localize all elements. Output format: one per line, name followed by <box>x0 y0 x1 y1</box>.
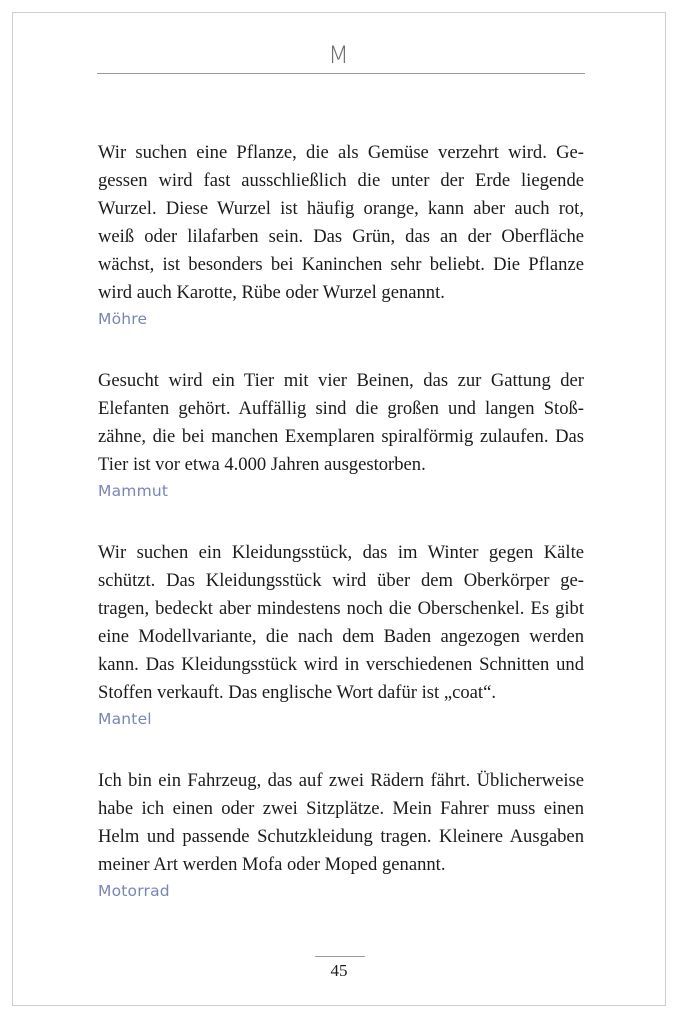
riddle-answer: Motorrad <box>98 882 170 900</box>
riddle-item <box>98 139 584 330</box>
book-page <box>12 12 666 1006</box>
riddle-text: Ich bin ein Fahrzeug, das auf zwei Rädern fährt. Üblicherweise habe ich einen oder zwei Sitzplätze. Mein Fahrer muss einen Helm und passende Schutzkleidung tragen. Kleinere Ausgaben meiner Art werden Mofa oder Moped genannt. <box>98 770 584 875</box>
riddle-text: Wir suchen ein Kleidungsstück, das im Winter gegen Kälte schützt. Das Kleidungsstück wird über dem Oberkörper getragen, bedeckt aber mindestens noch die Oberschenkel. Es gibt eine Modellvariante, die nach dem Baden angezogen werden kann. Das Kleidungsstück wird in verschiedenen Schnitten und Stoffen verkauft. Das englische Wort dafür ist „coat“. <box>98 542 584 703</box>
page-number: 45 <box>330 961 348 980</box>
header-divider <box>97 73 585 74</box>
riddle-answer: Möhre <box>98 310 148 328</box>
riddle-item <box>98 767 584 902</box>
riddle-text: Wir suchen eine Pflanze, die als Gemüse verzehrt wird. Gegessen wird fast ausschließlich die unter der Erde liegende Wurzel. Diese Wurzel ist häufig orange, kann aber auch rot, weiß oder lilafarben sein. Das Grün, das an der Oberfläche wächst, ist besonders bei Kaninchen sehr beliebt. Die Pflanze wird auch Karotte, Rübe oder Wurzel genannt. <box>98 142 584 303</box>
riddle-item <box>98 367 584 502</box>
riddle-item <box>98 539 584 730</box>
section-letter: M <box>328 41 350 69</box>
riddle-text: Gesucht wird ein Tier mit vier Beinen, das zur Gattung der Elefanten gehört. Auffällig sind die großen und langen Stoßzähne, die bei manchen Exemplaren spiralförmig zulaufen. Das Tier ist vor etwa 4.000 Jahren ausgestorben. <box>98 370 584 475</box>
riddle-answer: Mantel <box>98 710 152 728</box>
riddle-list <box>98 139 584 939</box>
footer-divider <box>315 956 365 957</box>
riddle-answer: Mammut <box>98 482 169 500</box>
